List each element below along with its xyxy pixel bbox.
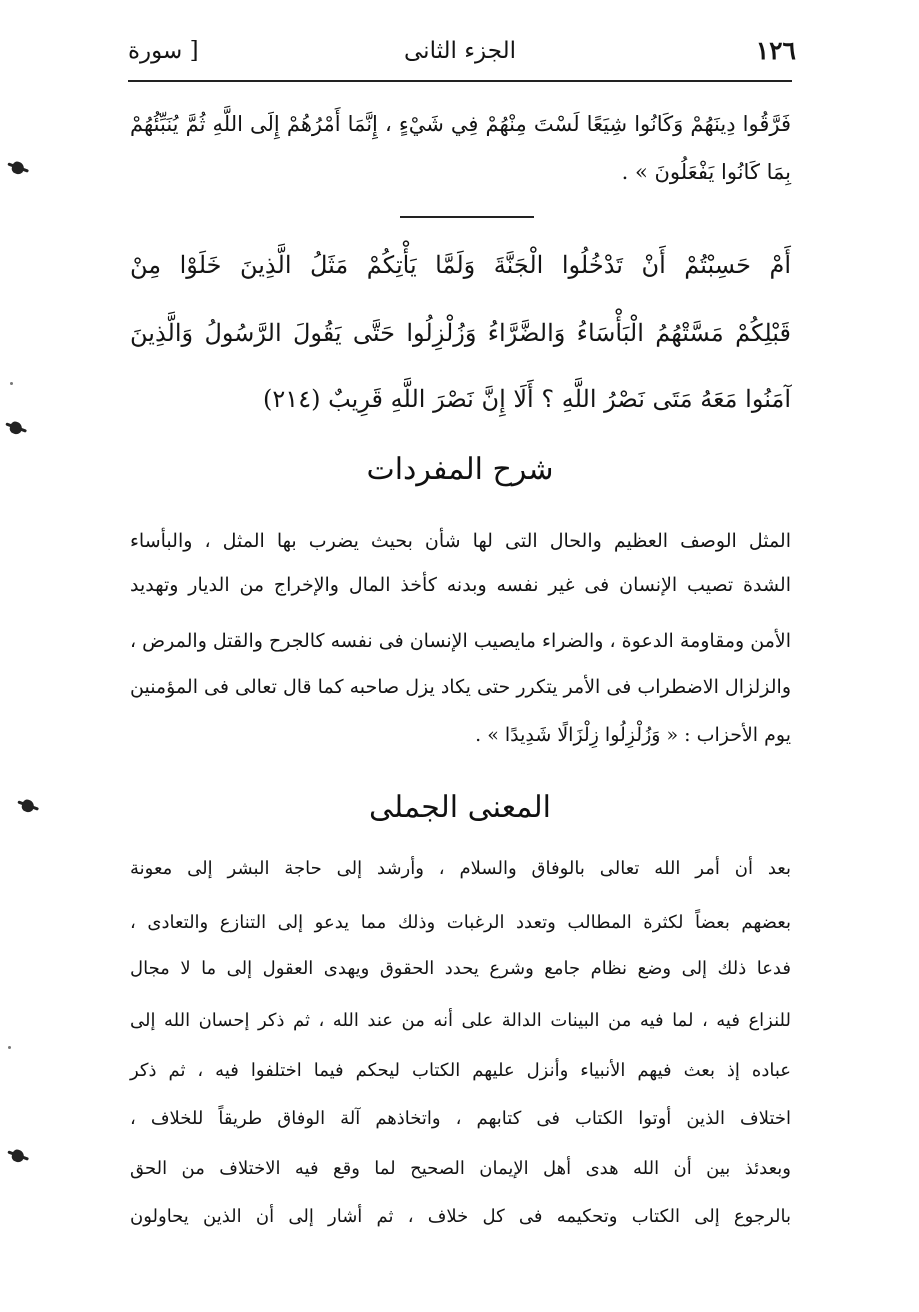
glossary-line-5: يوم الأحزاب : « وَزُلْزِلُوا زِلْزَالًا شَدِيدًا » . bbox=[475, 724, 791, 746]
part-title: الجزء الثانى bbox=[404, 38, 516, 64]
previous-verse-line-1: فَرَّقُوا دِينَهُمْ وَكَانُوا شِيَعًا لَسْتَ مِنْهُمْ فِي شَيْءٍ ، إِنَّمَا أَمْرُهُمْ إِلَى اللَّهِ ثُمَّ يُنَبِّئُهُمْ bbox=[130, 112, 791, 136]
glossary-heading: شرح المفردات bbox=[366, 452, 554, 487]
scan-mark bbox=[20, 798, 35, 813]
page-number: ١٢٦ bbox=[755, 36, 796, 65]
surah-label: [ سورة bbox=[128, 38, 199, 64]
meaning-line-8: بالرجوع إلى الكتاب وتحكيمه فى كل خلاف ، ثم أشار إلى أن الذين يحاولون bbox=[130, 1206, 791, 1227]
meaning-line-4: للنزاع فيه ، لما فيه من البينات الدالة على أنه من عند الله ، ثم ذكر إحسان الله إلى bbox=[130, 1010, 791, 1031]
scan-mark bbox=[8, 420, 23, 435]
glossary-line-1: المثل الوصف العظيم والحال التى لها شأن بحيث يضرب بها المثل ، والبأساء bbox=[130, 530, 791, 552]
meaning-line-2: بعضهم بعضاً لكثرة المطالب وتعدد الرغبات وذلك مما يدعو إلى التنازع والتعادى ، bbox=[130, 912, 791, 933]
verse-line-1: أَمْ حَسِبْتُمْ أَنْ تَدْخُلُوا الْجَنَّةَ وَلَمَّا يَأْتِكُمْ مَثَلُ الَّذِينَ خَلَوْا مِنْ bbox=[130, 251, 792, 279]
general-meaning-heading: المعنى الجملى bbox=[368, 790, 551, 825]
verse-line-3: آمَنُوا مَعَهُ مَتَى نَصْرُ اللَّهِ ؟ أَلَا إِنَّ نَصْرَ اللَّهِ قَرِيبٌ (٢١٤) bbox=[263, 385, 791, 413]
header-rule bbox=[128, 80, 792, 82]
scan-speck bbox=[10, 382, 13, 385]
glossary-line-2: الشدة تصيب الإنسان فى غير نفسه وبدنه كأخذ المال والإخراج من الديار وتهديد bbox=[130, 574, 791, 596]
scan-speck bbox=[8, 1046, 11, 1049]
glossary-line-3: الأمن ومقاومة الدعوة ، والضراء مايصيب الإنسان فى نفسه كالجرح والقتل والمرض ، bbox=[130, 630, 791, 652]
section-separator bbox=[400, 216, 534, 218]
meaning-line-1: بعد أن أمر الله تعالى بالوفاق والسلام ، وأرشد إلى حاجة البشر إلى معونة bbox=[130, 858, 791, 879]
glossary-line-4: والزلزال الاضطراب فى الأمر يتكرر حتى يكاد يزل صاحبه كما قال تعالى فى المؤمنين bbox=[130, 676, 791, 698]
meaning-line-5: عباده إذ بعث فيهم الأنبياء وأنزل عليهم الكتاب ليحكم فيما اختلفوا فيه ، ثم ذكر bbox=[130, 1060, 791, 1081]
meaning-line-6: اختلاف الذين أوتوا الكتاب فى كتابهم ، واتخاذهم آلة الوفاق طريقاً للخلاف ، bbox=[130, 1108, 791, 1129]
verse-line-2: قَبْلِكُمْ مَسَّتْهُمُ الْبَأْسَاءُ وَالضَّرَّاءُ وَزُلْزِلُوا حَتَّى يَقُولَ الرَّسُولُ وَالَّذِينَ bbox=[130, 319, 791, 347]
previous-verse-line-2: بِمَا كَانُوا يَفْعَلُونَ » . bbox=[621, 160, 791, 184]
scan-mark bbox=[10, 160, 25, 175]
meaning-line-7: وبعدئذ بين أن الله هدى أهل الإيمان الصحيح لما وقع فيه الاختلاف من الحق bbox=[130, 1158, 791, 1179]
scan-mark bbox=[10, 1148, 25, 1163]
meaning-line-3: فدعا ذلك إلى وضع نظام جامع وشرع يحدد الحقوق ويهدى العقول إلى ما لا مجال bbox=[130, 958, 791, 979]
